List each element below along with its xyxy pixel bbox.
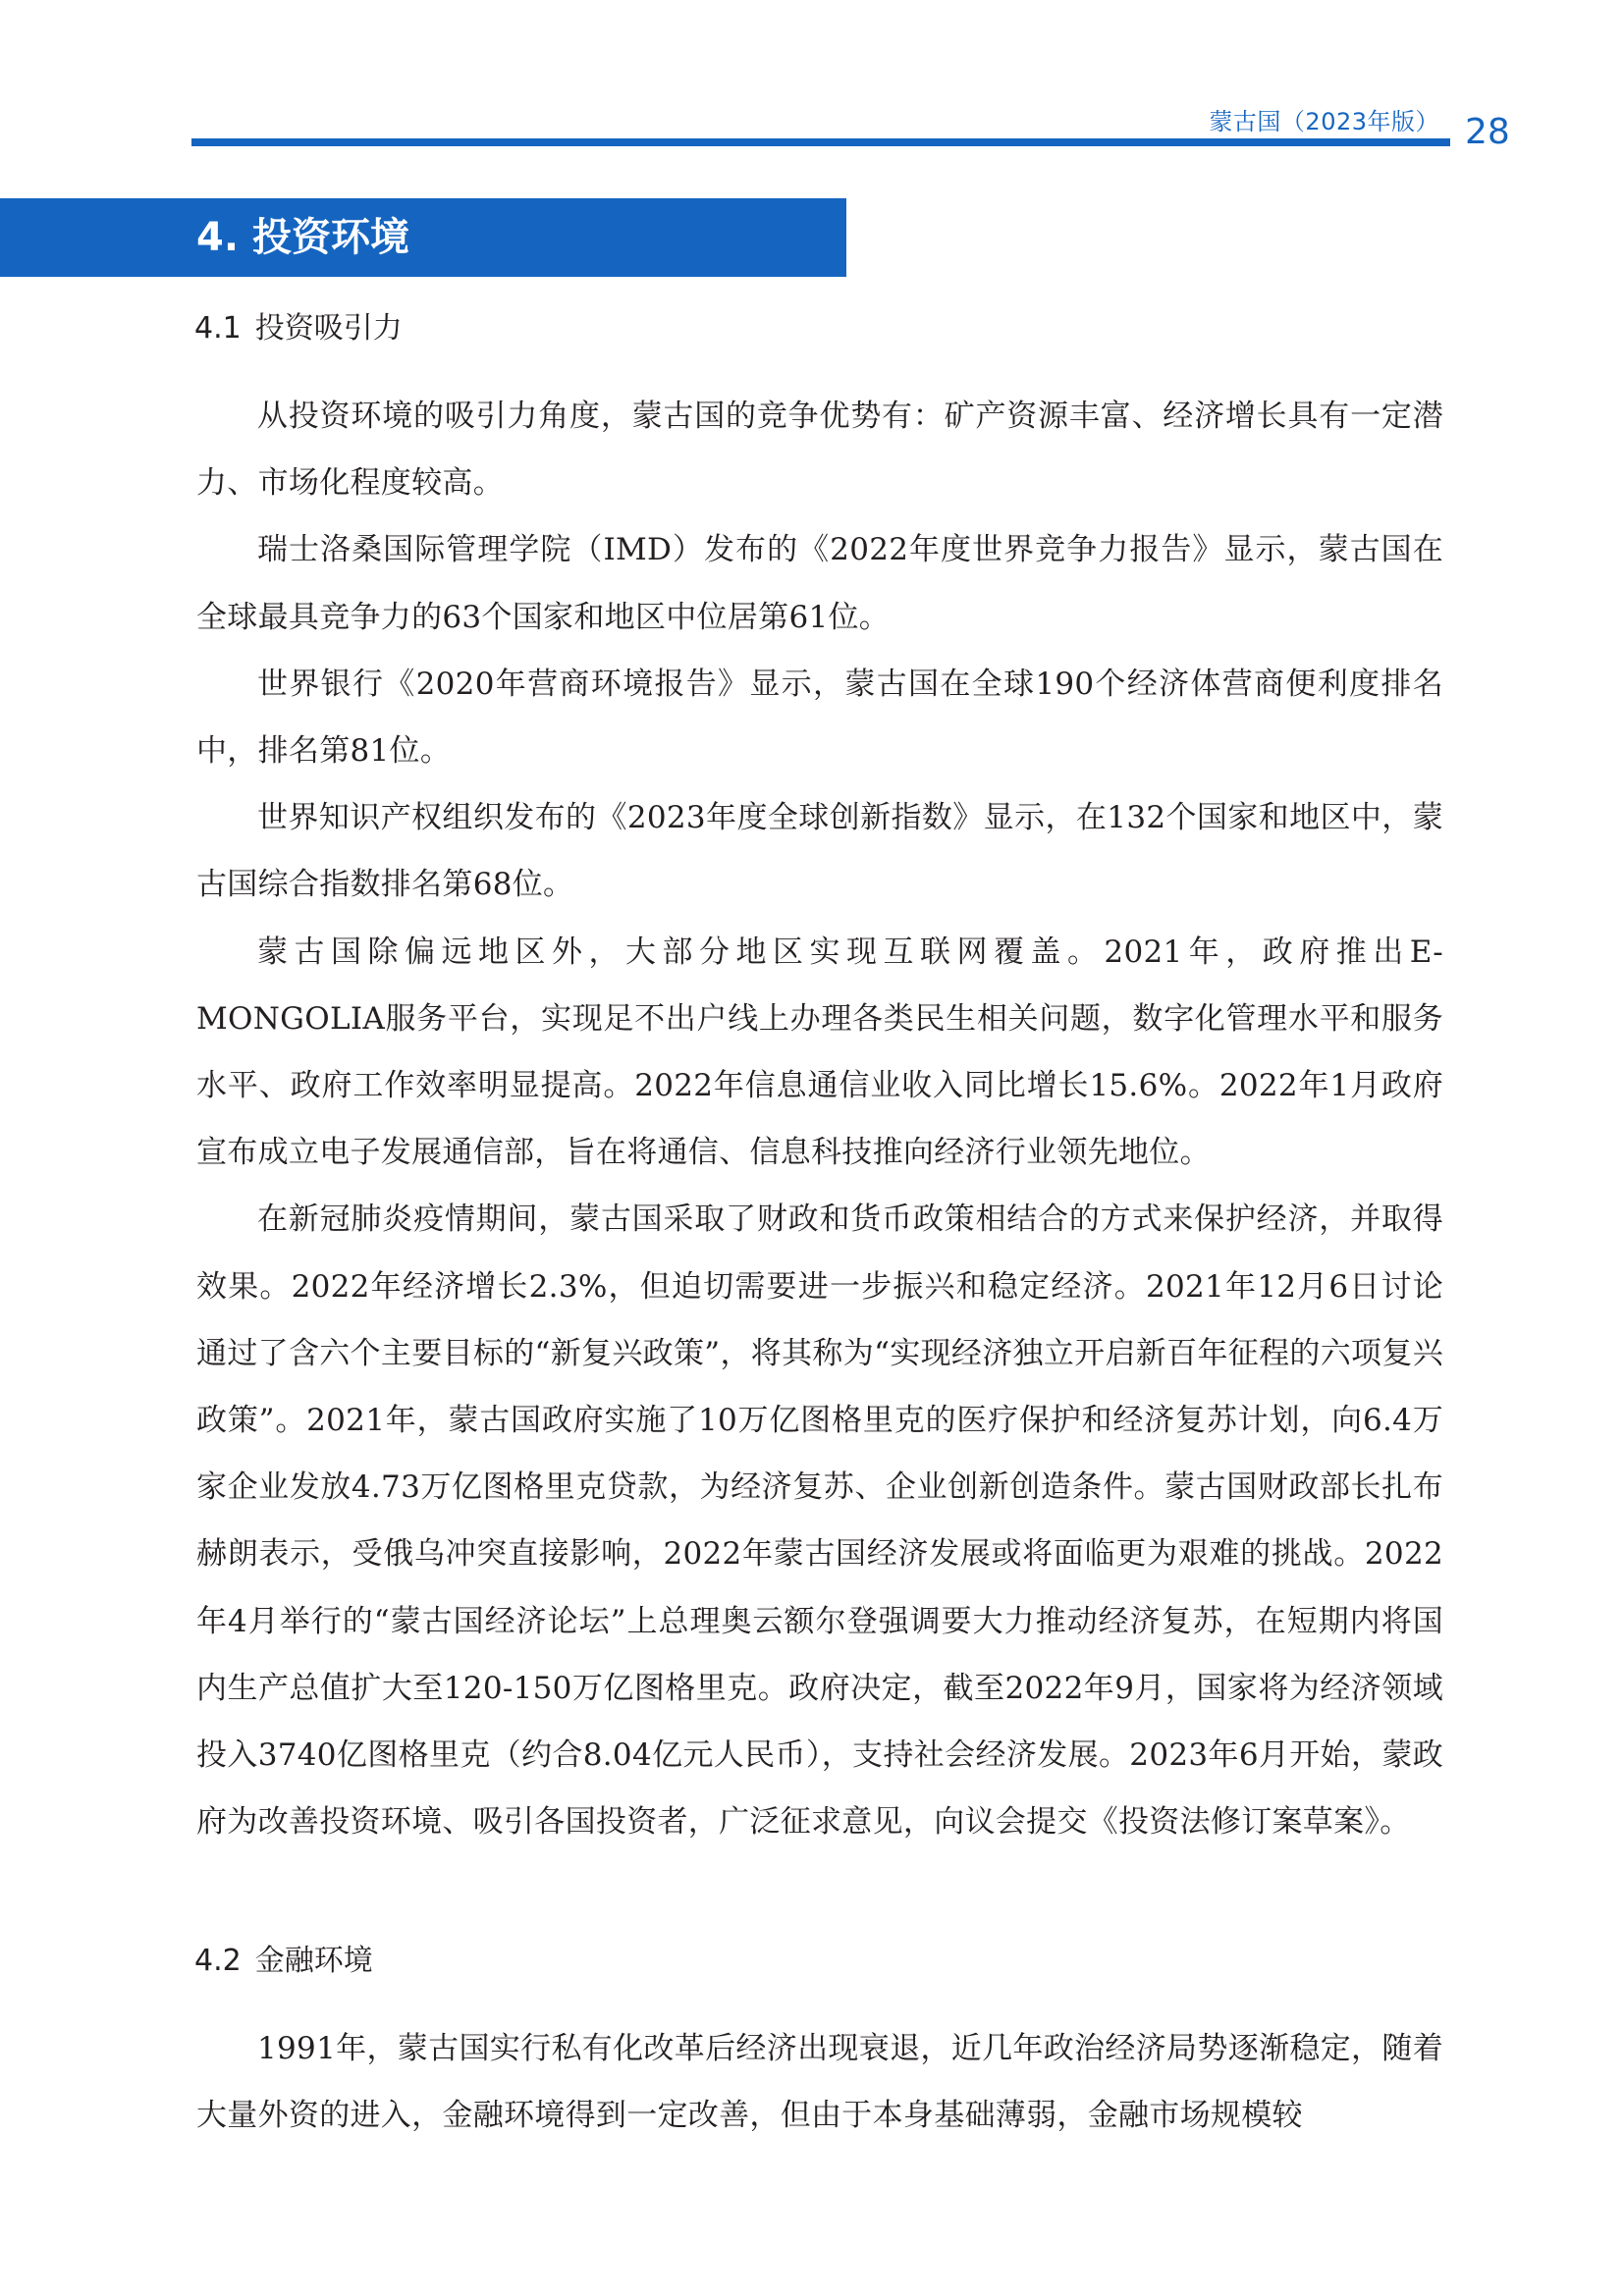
paragraph: 从投资环境的吸引力角度，蒙古国的竞争优势有：矿产资源丰富、经济增长具有一定潜力、市场化程度较高。 <box>196 399 1443 502</box>
paragraph: 瑞士洛桑国际管理学院（IMD）发布的《2022年度世界竞争力报告》显示，蒙古国在全球最具竞争力的63个国家和地区中位居第61位。 <box>196 532 1443 635</box>
paragraph: 在新冠肺炎疫情期间，蒙古国采取了财政和货币政策相结合的方式来保护经济，并取得效果。2022年经济增长2.3%，但迫切需要进一步振兴和稳定经济。2021年12月6日讨论通过了含六个主要目标的“新复兴政策”，将其称为“实现经济独立开启新百年征程的六项复兴政策”。2021年，蒙古国政府实施了10万亿图格里克的医疗保护和经济复苏计划，向6.4万家企业发放4.73万亿图格里克贷款，为经济复苏、企业创新创造条件。蒙古国财政部长扎布赫朗表示，受俄乌冲突直接影响，2022年蒙古国经济发展或将面临更为艰难的挑战。2022年4月举行的“蒙古国经济论坛”上总理奥云额尔登强调要大力推动经济复苏，在短期内将国内生产总值扩大至120-150万亿图格里克。政府决定，截至2022年9月，国家将为经济领域投入3740亿图格里克（约合8.04亿元人民币），支持社会经济发展。2023年6月开始，蒙政府为改善投资环境、吸引各国投资者，广泛征求意见，向议会提交《投资法修订案草案》。 <box>196 1201 1443 1841</box>
paragraph: 世界知识产权组织发布的《2023年度全球创新指数》显示，在132个国家和地区中，蒙古国综合指数排名第68位。 <box>196 800 1443 903</box>
section-heading-4-1 <box>194 303 403 347</box>
section-number: 4.1 <box>194 311 242 346</box>
section-heading-4-2 <box>194 1936 373 1979</box>
paragraph: 1991年，蒙古国实行私有化改革后经济出现衰退，近几年政治经济局势逐渐稳定，随着大量外资的进入，金融环境得到一定改善，但由于本身基础薄弱，金融市场规模较 <box>196 2031 1443 2134</box>
section-title: 金融环境 <box>254 1944 373 1978</box>
paragraph: 世界银行《2020年营商环境报告》显示，蒙古国在全球190个经济体营商便利度排名中，排名第81位。 <box>196 666 1443 770</box>
header-rule <box>191 138 1450 146</box>
running-header-title: 蒙古国（2023年版） <box>1209 108 1439 135</box>
paragraph: 蒙古国除偏远地区外，大部分地区实现互联网覆盖。2021年，政府推出E-MONGOLIA服务平台，实现足不出户线上办理各类民生相关问题，数字化管理水平和服务水平、政府工作效率明显提高。2022年信息通信业收入同比增长15.6%。2022年1月政府宣布成立电子发展通信部，旨在将通信、信息科技推向经济行业领先地位。 <box>196 934 1443 1171</box>
section-title: 投资吸引力 <box>254 311 403 346</box>
chapter-title: 4. 投资环境 <box>196 215 409 260</box>
chapter-banner <box>0 198 846 277</box>
section-body-4-2 <box>196 2015 1443 2149</box>
section-body-4-1 <box>196 383 1443 1855</box>
section-number: 4.2 <box>194 1944 242 1978</box>
page-number: 28 <box>1465 112 1510 152</box>
